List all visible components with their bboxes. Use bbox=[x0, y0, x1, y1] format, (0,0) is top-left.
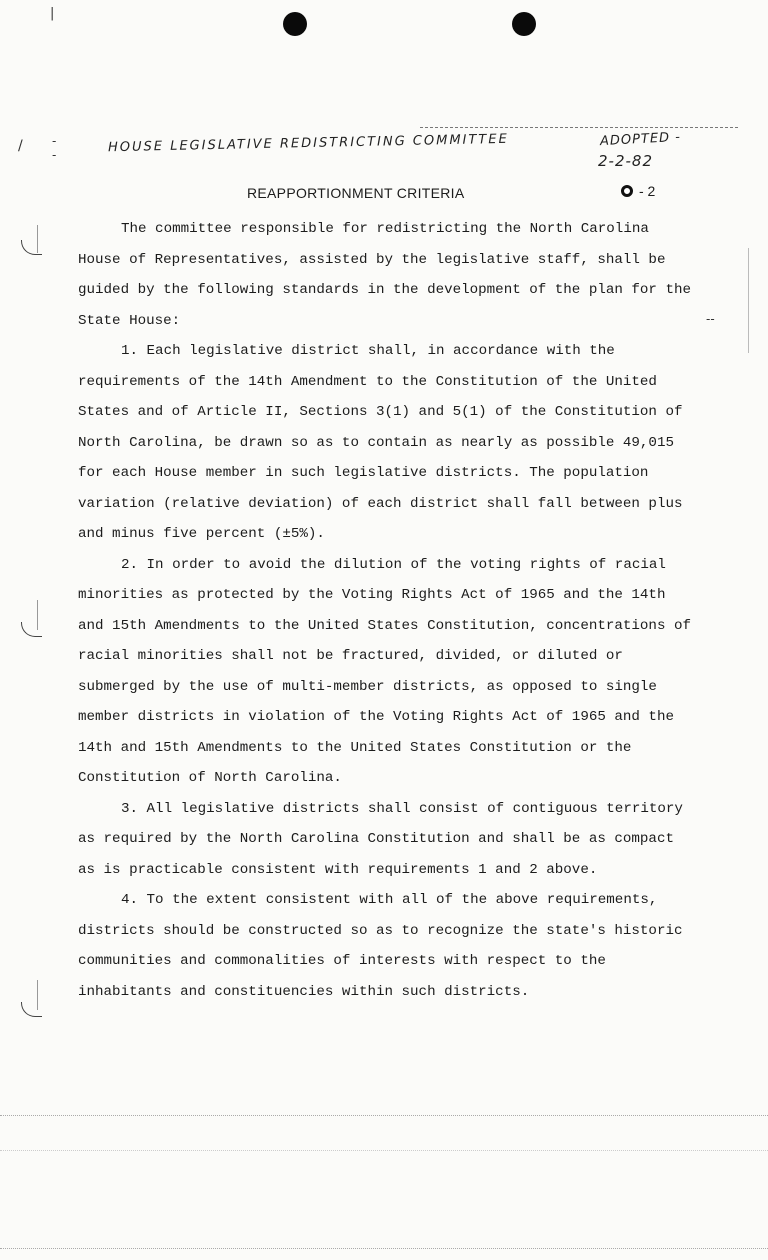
margin-mark: | bbox=[50, 6, 55, 21]
margin-line bbox=[748, 248, 749, 353]
margin-mark: - bbox=[52, 134, 57, 148]
handwritten-header: HOUSE LEGISLATIVE REDISTRICTING COMMITTEE bbox=[107, 131, 509, 156]
page-mark-text: - 2 bbox=[639, 183, 656, 199]
margin-mark: -- bbox=[706, 312, 715, 326]
page-mark bbox=[621, 183, 655, 199]
intro-paragraph: The committee responsible for redistricting the North Carolina House of Representatives, assisted by the legislative staff, shall be guided by the following standards in the development of the plan for the State House: bbox=[78, 221, 691, 329]
document-body bbox=[78, 214, 698, 1007]
handwritten-adopted: ADOPTED - bbox=[599, 129, 682, 150]
margin-bracket bbox=[21, 240, 42, 255]
criterion-3: 3. All legislative districts shall consist of contiguous territory as required by the North Carolina Constitution and shall be as compact as is practicable consistent with requirements 1 and 2 above. bbox=[78, 800, 683, 878]
scan-artifact bbox=[0, 1248, 768, 1251]
punch-hole bbox=[283, 12, 307, 36]
handwritten-date: 2-2-82 bbox=[598, 152, 653, 170]
criterion-4: 4. To the extent consistent with all of the above requirements, districts should be constructed so as to recognize the state's historic communities and commonalities of interests with respect to the inhabitants and constituencies within such districts. bbox=[78, 892, 683, 1000]
criterion-1: 1. Each legislative district shall, in accordance with the requirements of the 14th Amendment to the Constitution of the United States and of Article II, Sections 3(1) and 5(1) of the Constitution of North Carolina, be drawn so as to contain as nearly as possible 49,015 for each House member in such legislative districts. The population variation (relative deviation) of each district shall fall between plus and minus five percent (±5%). bbox=[78, 343, 683, 542]
criterion-2: 2. In order to avoid the dilution of the voting rights of racial minorities as protected by the Voting Rights Act of 1965 and the 14th and 15th Amendments to the United States Constitution, concentrations of racial minorities shall not be fractured, divided, or diluted or submerged by the use of multi-member districts, as opposed to single member districts in violation of the Voting Rights Act of 1965 and the 14th and 15th Amendments to the United States Constitution or the Constitution of North Carolina. bbox=[78, 556, 691, 786]
scan-artifact bbox=[0, 1115, 768, 1118]
scan-artifact bbox=[0, 1150, 768, 1153]
margin-mark: / bbox=[18, 138, 23, 154]
page-mark-dot bbox=[621, 185, 633, 197]
document-title: REAPPORTIONMENT CRITERIA bbox=[247, 185, 465, 201]
punch-hole bbox=[512, 12, 536, 36]
margin-mark: - bbox=[52, 148, 57, 162]
margin-bracket bbox=[21, 1002, 42, 1017]
margin-bracket bbox=[21, 622, 42, 637]
header-rule bbox=[420, 127, 738, 128]
